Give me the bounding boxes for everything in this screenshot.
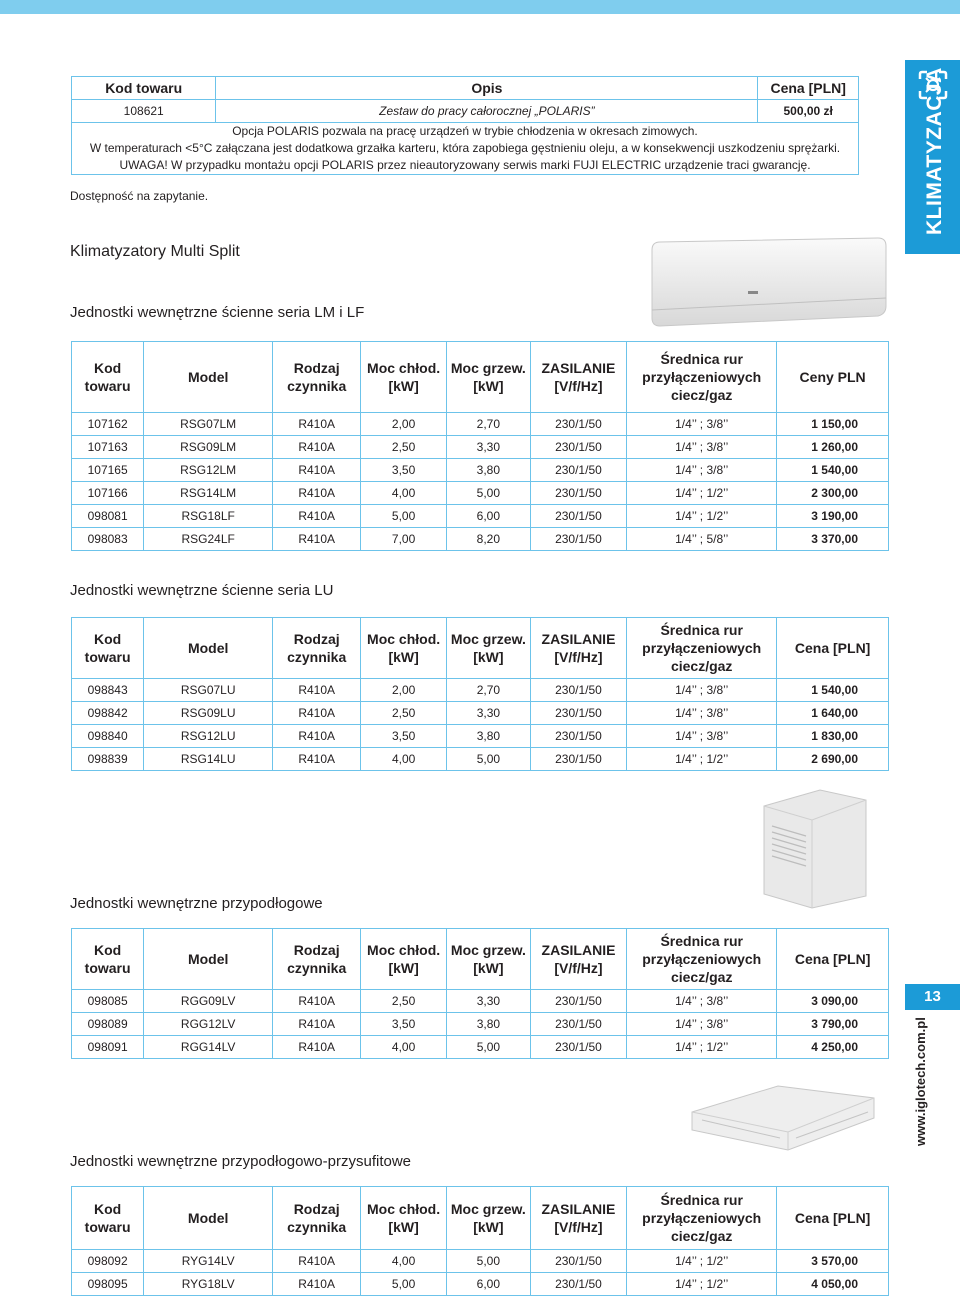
cell-cooling: 4,00 [361, 1036, 447, 1059]
cell-power: 230/1/50 [530, 748, 626, 771]
cell-power: 230/1/50 [530, 725, 626, 748]
cell-model: RSG09LU [144, 702, 273, 725]
header-text: Rodzaj [293, 1201, 340, 1217]
header-moc-grzew [446, 929, 530, 990]
cell-model: RSG12LM [144, 459, 273, 482]
header-text: Moc grzew. [450, 1201, 526, 1217]
accessory-note [72, 123, 859, 175]
cell-price: 3 190,00 [777, 505, 889, 528]
cell-pipes: 1/4’’ ; 1/2’’ [627, 748, 777, 771]
header-moc-grzew [446, 342, 530, 413]
cell-heating: 2,70 [446, 413, 530, 436]
header-model [144, 618, 273, 679]
table-row [72, 1013, 889, 1036]
cell-model: RSG14LM [144, 482, 273, 505]
cell-heating: 3,80 [446, 725, 530, 748]
header-text: Ceny PLN [799, 369, 866, 385]
cell-cooling: 2,50 [361, 990, 447, 1013]
cell-pipes: 1/4’’ ; 1/2’’ [627, 1273, 777, 1296]
cell-refrigerant: R410A [273, 702, 361, 725]
section-title: Jednostki wewnętrzne przypodłogowo-przysufitowe [70, 1153, 412, 1170]
header-text: ciecz/gaz [670, 969, 733, 985]
cell-price: 3 090,00 [777, 990, 889, 1013]
cell-power: 230/1/50 [530, 1013, 626, 1036]
cell-heating: 8,20 [446, 528, 530, 551]
header-text: Model [187, 369, 229, 385]
cell-power: 230/1/50 [530, 528, 626, 551]
cell-cooling: 4,00 [361, 482, 447, 505]
table-row [72, 748, 889, 771]
main-title: Klimatyzatory Multi Split [70, 243, 240, 260]
cell-pipes: 1/4’’ ; 3/8’’ [627, 725, 777, 748]
cell-cooling: 5,00 [361, 505, 447, 528]
cell-power: 230/1/50 [530, 1036, 626, 1059]
cell-price: 4 250,00 [777, 1036, 889, 1059]
header-text: przyłączeniowych [642, 951, 762, 967]
cell-cooling: 2,00 [361, 679, 447, 702]
header-text: czynnika [287, 649, 347, 665]
cell-model: RSG18LF [144, 505, 273, 528]
product-table [71, 928, 889, 1059]
header-srednica [627, 342, 777, 413]
header-text: Średnica rur [660, 933, 743, 949]
header-text: [kW] [473, 378, 504, 394]
cell-pipes: 1/4’’ ; 3/8’’ [627, 413, 777, 436]
header-rodzaj [273, 618, 361, 679]
cell-model: RSG24LF [144, 528, 273, 551]
cell-heating: 3,30 [446, 990, 530, 1013]
table-header-row [72, 929, 889, 990]
header-text: ciecz/gaz [670, 387, 733, 403]
note-line: W temperaturach <5°C załączana jest dodatkowa grzałka karteru, która zapobiega gęstnieniu oleju, a w konsekwencji uszkodzeniu sprężarki. [89, 141, 841, 155]
cell-refrigerant: R410A [273, 1013, 361, 1036]
cell-model: RSG07LU [144, 679, 273, 702]
cell-price: 3 790,00 [777, 1013, 889, 1036]
header-text: ZASILANIE [541, 360, 616, 376]
note-line: UWAGA! W przypadku montażu opcji POLARIS przez nieautoryzowany serwis marki FUJI ELECTRIC urządzenie traci gwarancję. [119, 158, 811, 172]
accessory-row [72, 100, 859, 123]
product-table [71, 617, 889, 771]
header-text: czynnika [287, 960, 347, 976]
cell-cooling: 2,50 [361, 702, 447, 725]
header-text: [kW] [388, 1219, 419, 1235]
header-text: Kod [94, 360, 122, 376]
header-zasilanie [530, 342, 626, 413]
header-kod [72, 342, 144, 413]
cell-power: 230/1/50 [530, 1250, 626, 1273]
header-text: czynnika [287, 1219, 347, 1235]
header-moc-grzew [446, 618, 530, 679]
cell-refrigerant: R410A [273, 725, 361, 748]
cell-heating: 3,30 [446, 436, 530, 459]
header-kod [72, 618, 144, 679]
cell-model: RGG12LV [144, 1013, 273, 1036]
header-text: towaru [84, 960, 131, 976]
header-text: [kW] [388, 649, 419, 665]
header-moc-chlod [361, 1187, 447, 1250]
header-text: Moc chłod. [367, 1201, 441, 1217]
header-kod [72, 929, 144, 990]
product-table [71, 341, 889, 551]
header-rodzaj [273, 1187, 361, 1250]
cell-price: 1 830,00 [777, 725, 889, 748]
header-text: Moc chłod. [367, 631, 441, 647]
table-row [72, 725, 889, 748]
cell-heating: 5,00 [446, 1036, 530, 1059]
header-text: Średnica rur [660, 622, 743, 638]
cell-heating: 5,00 [446, 482, 530, 505]
header-text: [V/f/Hz] [554, 960, 603, 976]
header-text: [kW] [473, 960, 504, 976]
cell-pipes: 1/4’’ ; 3/8’’ [627, 436, 777, 459]
header-text: ZASILANIE [541, 1201, 616, 1217]
header-text: [kW] [388, 378, 419, 394]
cell-heating: 5,00 [446, 748, 530, 771]
cell-power: 230/1/50 [530, 990, 626, 1013]
top-color-bar [0, 0, 960, 14]
header-text: Cena [PLN] [794, 951, 871, 967]
header-text: ciecz/gaz [670, 1228, 733, 1244]
cell-power: 230/1/50 [530, 1273, 626, 1296]
cell-code: 098089 [72, 1013, 144, 1036]
cell-power: 230/1/50 [530, 702, 626, 725]
cell-pipes: 1/4’’ ; 3/8’’ [627, 1013, 777, 1036]
cell-power: 230/1/50 [530, 679, 626, 702]
table-row [72, 528, 889, 551]
header-zasilanie [530, 929, 626, 990]
header-moc-chlod [361, 618, 447, 679]
cell-refrigerant: R410A [273, 1036, 361, 1059]
table-row [72, 1036, 889, 1059]
header-text: Model [187, 951, 229, 967]
cell-cooling: 2,00 [361, 413, 447, 436]
cell-code: 107162 [72, 413, 144, 436]
table-row [72, 702, 889, 725]
table-row [72, 1250, 889, 1273]
header-text: [V/f/Hz] [554, 1219, 603, 1235]
header-rodzaj [273, 342, 361, 413]
cell-heating: 2,70 [446, 679, 530, 702]
header-text: [kW] [388, 960, 419, 976]
cell-cooling: 3,50 [361, 1013, 447, 1036]
header-text: Moc grzew. [450, 942, 526, 958]
cell-code: 107165 [72, 459, 144, 482]
header-text: ciecz/gaz [670, 658, 733, 674]
cell-refrigerant: R410A [273, 459, 361, 482]
cell-price: 3 570,00 [777, 1250, 889, 1273]
header-moc-chlod [361, 929, 447, 990]
header-srednica [627, 929, 777, 990]
cell-pipes: 1/4’’ ; 3/8’’ [627, 990, 777, 1013]
section-title: Jednostki wewnętrzne ścienne seria LM i LF [70, 304, 365, 321]
header-cena [777, 1187, 889, 1250]
cell-model: RYG18LV [144, 1273, 273, 1296]
cell-price: 3 370,00 [777, 528, 889, 551]
cell-cooling: 2,50 [361, 436, 447, 459]
header-zasilanie [530, 618, 626, 679]
table-row [72, 1273, 889, 1296]
header-cena [777, 618, 889, 679]
accessory-header-row [72, 77, 859, 100]
cell-pipes: 1/4’’ ; 5/8’’ [627, 528, 777, 551]
cell-cooling: 5,00 [361, 1273, 447, 1296]
accessory-table [71, 76, 859, 175]
cell-cooling: 3,50 [361, 725, 447, 748]
cell-refrigerant: R410A [273, 413, 361, 436]
header-text: czynnika [287, 378, 347, 394]
availability-note: Dostępność na zapytanie. [70, 189, 209, 203]
header-text: towaru [84, 1219, 131, 1235]
table-header-row [72, 1187, 889, 1250]
cell-refrigerant: R410A [273, 528, 361, 551]
header-text: przyłączeniowych [642, 1210, 762, 1226]
table-row [72, 413, 889, 436]
cell-refrigerant: R410A [273, 748, 361, 771]
header-srednica [627, 1187, 777, 1250]
cell-pipes: 1/4’’ ; 1/2’’ [627, 505, 777, 528]
cell-code: 098092 [72, 1250, 144, 1273]
header-text: Średnica rur [660, 351, 743, 367]
cell-refrigerant: R410A [273, 505, 361, 528]
cell-cooling: 7,00 [361, 528, 447, 551]
section-title: Jednostki wewnętrzne przypodłogowe [70, 895, 323, 912]
header-text: Model [187, 640, 229, 656]
cell-code: 098085 [72, 990, 144, 1013]
header-rodzaj [273, 929, 361, 990]
header-text: Rodzaj [293, 360, 340, 376]
header-text: [V/f/Hz] [554, 649, 603, 665]
header-text: Model [187, 1210, 229, 1226]
cell-pipes: 1/4’’ ; 3/8’’ [627, 459, 777, 482]
cell-power: 230/1/50 [530, 413, 626, 436]
cell-code: 098083 [72, 528, 144, 551]
header-moc-grzew [446, 1187, 530, 1250]
cell-price: 2 690,00 [777, 748, 889, 771]
header-model [144, 342, 273, 413]
header-text: Moc grzew. [450, 360, 526, 376]
cell-heating: 6,00 [446, 1273, 530, 1296]
product-table [71, 1186, 889, 1296]
cell-refrigerant: R410A [273, 482, 361, 505]
table-row [72, 436, 889, 459]
cell-code: 098081 [72, 505, 144, 528]
accessory-note-row [72, 123, 859, 175]
cell-pipes: 1/4’’ ; 1/2’’ [627, 482, 777, 505]
cell-power: 230/1/50 [530, 482, 626, 505]
cell-pipes: 1/4’’ ; 1/2’’ [627, 1036, 777, 1059]
cell-code: 098843 [72, 679, 144, 702]
header-model [144, 1187, 273, 1250]
header-text: Moc chłod. [367, 360, 441, 376]
cell-refrigerant: R410A [273, 1250, 361, 1273]
cell-pipes: 1/4’’ ; 3/8’’ [627, 702, 777, 725]
cell-price: 1 640,00 [777, 702, 889, 725]
header-text: przyłączeniowych [642, 640, 762, 656]
cell-code: 107166 [72, 482, 144, 505]
header-text: Cena [PLN] [794, 640, 871, 656]
cell-price: 4 050,00 [777, 1273, 889, 1296]
header-text: Cena [PLN] [794, 1210, 871, 1226]
cell-code: 098840 [72, 725, 144, 748]
header-cena [777, 342, 889, 413]
header-text: Rodzaj [293, 942, 340, 958]
cell-power: 230/1/50 [530, 459, 626, 482]
header-cena [777, 929, 889, 990]
header-text: Kod [94, 631, 122, 647]
header-text: Moc grzew. [450, 631, 526, 647]
header-text: przyłączeniowych [642, 369, 762, 385]
cell-model: RSG14LU [144, 748, 273, 771]
table-row [72, 482, 889, 505]
cell-code: 098091 [72, 1036, 144, 1059]
table-row [72, 505, 889, 528]
header-cena: Cena [PLN] [758, 77, 859, 100]
cell-price: 1 150,00 [777, 413, 889, 436]
cell-refrigerant: R410A [273, 436, 361, 459]
header-text: Moc chłod. [367, 942, 441, 958]
table-row [72, 990, 889, 1013]
header-text: Kod [94, 1201, 122, 1217]
header-zasilanie [530, 1187, 626, 1250]
header-srednica [627, 618, 777, 679]
cell-model: RSG12LU [144, 725, 273, 748]
cell-code: 098839 [72, 748, 144, 771]
header-model [144, 929, 273, 990]
cell-cooling: 4,00 [361, 748, 447, 771]
cell-price: 1 540,00 [777, 459, 889, 482]
header-text: [V/f/Hz] [554, 378, 603, 394]
cell-code: 098095 [72, 1273, 144, 1296]
header-text: towaru [84, 649, 131, 665]
cell-pipes: 1/4’’ ; 1/2’’ [627, 1250, 777, 1273]
header-text: Kod [94, 942, 122, 958]
cell-heating: 5,00 [446, 1250, 530, 1273]
header-text: Średnica rur [660, 1192, 743, 1208]
page-number: 13 [905, 984, 960, 1010]
table-row [72, 459, 889, 482]
cell-heating: 3,80 [446, 459, 530, 482]
table-row [72, 679, 889, 702]
cell-heating: 3,30 [446, 702, 530, 725]
header-text: Rodzaj [293, 631, 340, 647]
header-opis: Opis [216, 77, 758, 100]
cell-pipes: 1/4’’ ; 3/8’’ [627, 679, 777, 702]
cell-refrigerant: R410A [273, 1273, 361, 1296]
cell-code: 107163 [72, 436, 144, 459]
table-header-row [72, 618, 889, 679]
cell-cooling: 4,00 [361, 1250, 447, 1273]
cell-model: RSG09LM [144, 436, 273, 459]
header-text: [kW] [473, 1219, 504, 1235]
floor-unit-image [760, 786, 870, 910]
cell-price: 1 540,00 [777, 679, 889, 702]
cell-refrigerant: R410A [273, 990, 361, 1013]
accessory-code: 108621 [72, 100, 216, 123]
cell-refrigerant: R410A [273, 679, 361, 702]
cell-model: RGG14LV [144, 1036, 273, 1059]
cell-heating: 3,80 [446, 1013, 530, 1036]
header-kod [72, 1187, 144, 1250]
ceiling-unit-image [688, 1082, 878, 1154]
header-text: ZASILANIE [541, 942, 616, 958]
cell-power: 230/1/50 [530, 505, 626, 528]
cell-price: 1 260,00 [777, 436, 889, 459]
cell-cooling: 3,50 [361, 459, 447, 482]
cell-power: 230/1/50 [530, 436, 626, 459]
cell-model: RSG07LM [144, 413, 273, 436]
header-text: towaru [84, 378, 131, 394]
note-line: Opcja POLARIS pozwala na pracę urządzeń w trybie chłodzenia w okresach zimowych. [232, 124, 698, 138]
accessory-price: 500,00 zł [758, 100, 859, 123]
accessory-desc: Zestaw do pracy całorocznej „POLARIS” [216, 100, 758, 123]
cell-code: 098842 [72, 702, 144, 725]
header-text: ZASILANIE [541, 631, 616, 647]
wall-unit-image [648, 236, 890, 328]
table-header-row [72, 342, 889, 413]
cell-price: 2 300,00 [777, 482, 889, 505]
category-title [923, 165, 943, 235]
header-kod: Kod towaru [72, 77, 216, 100]
cell-model: RYG14LV [144, 1250, 273, 1273]
header-text: [kW] [473, 649, 504, 665]
header-moc-chlod [361, 342, 447, 413]
website-url: www.iglotech.com.pl [913, 1017, 928, 1146]
cell-model: RGG09LV [144, 990, 273, 1013]
section-title: Jednostki wewnętrzne ścienne seria LU [70, 582, 334, 599]
cell-heating: 6,00 [446, 505, 530, 528]
